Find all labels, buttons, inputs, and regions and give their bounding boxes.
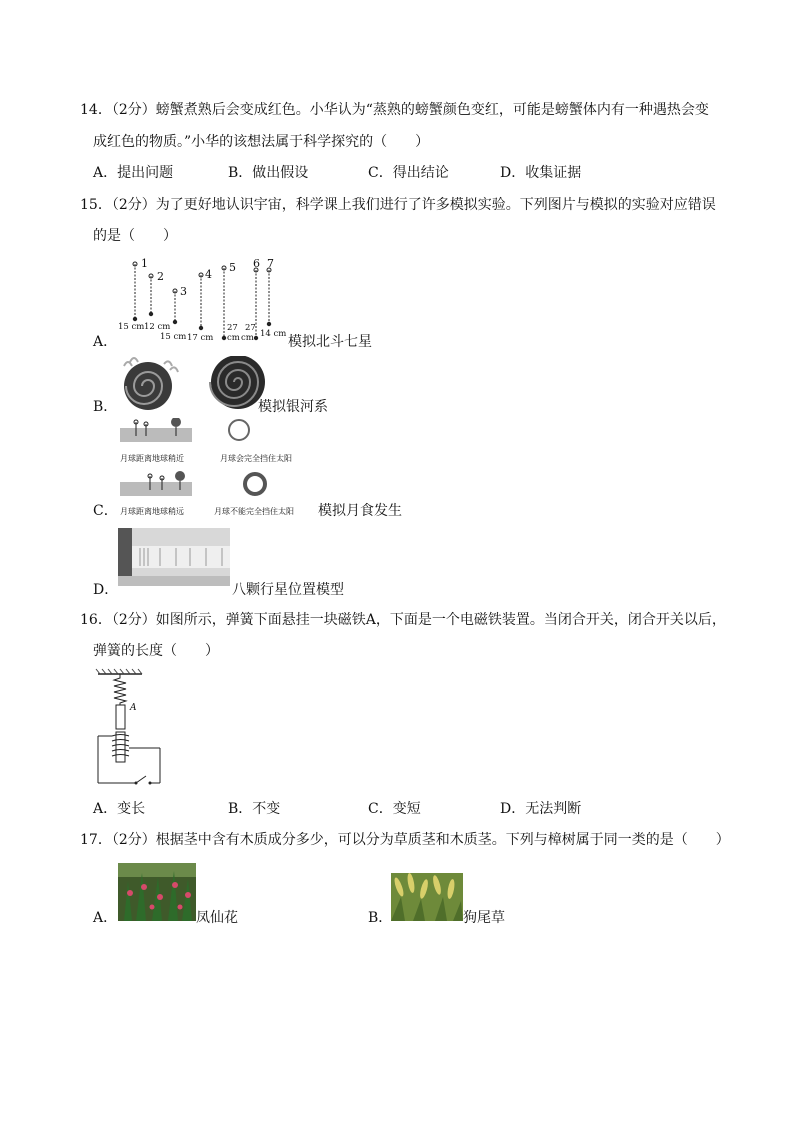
foxtail-grass-photo	[391, 873, 463, 921]
dipper-len-5b: cm	[227, 333, 240, 342]
q15-option-d-caption: 八颗行星位置模型	[232, 582, 344, 598]
q15-option-d-letter: D．	[93, 582, 119, 598]
q15-option-b-letter: B．	[93, 399, 118, 415]
dipper-num-1: 1	[141, 257, 148, 270]
dipper-len-2: 12 cm	[144, 322, 171, 332]
dipper-len-6b: cm	[241, 333, 254, 342]
dipper-num-4: 4	[205, 268, 212, 281]
q15-option-c-caption: 模拟月食发生	[318, 503, 402, 519]
dipper-num-5: 5	[229, 261, 236, 274]
eclipse-model-figure	[116, 418, 320, 518]
q16-option-c: C．变短	[368, 801, 421, 817]
q17-option-b-caption: 狗尾草	[463, 910, 505, 926]
q16-stem-line1: 16．（2分）如图所示，弹簧下面悬挂一块磁铁A，下面是一个电磁铁装置。当闭合开关，闭合开关以后，	[80, 612, 726, 628]
dipper-len-6a: 27	[245, 323, 256, 333]
dipper-len-5a: 27	[227, 323, 238, 333]
q17-option-a-caption: 凤仙花	[196, 910, 238, 926]
q17-stem-line1: 17．（2分）根据茎中含有木质成分多少，可以分为草质茎和木质茎。下列与樟树属于同一类的是（ ）	[80, 832, 730, 848]
impatiens-photo	[118, 863, 196, 921]
dipper-num-7: 7	[267, 257, 274, 270]
dipper-num-6: 6	[253, 257, 260, 270]
q14-option-c: C．得出结论	[368, 165, 449, 181]
eclipse-top-left-label: 月球距离地球稍近	[120, 454, 184, 463]
eclipse-bottom-right-label: 月球不能完全挡住太阳	[214, 507, 294, 516]
q15-option-b-caption: 模拟银河系	[258, 399, 328, 415]
dipper-len-3: 15 cm	[160, 332, 187, 342]
dipper-len-1: 15 cm	[118, 322, 145, 332]
q15-option-c-letter: C．	[93, 503, 118, 519]
dipper-num-3: 3	[180, 285, 187, 298]
eclipse-bottom-left-label: 月球距离地球稍远	[120, 507, 184, 516]
q16-option-a: A．变长	[93, 801, 146, 817]
dipper-num-2: 2	[157, 270, 164, 283]
q16-stem-line2: 弹簧的长度（ ）	[93, 643, 219, 659]
q16-option-b: B．不变	[228, 801, 281, 817]
q17-option-a-letter: A．	[93, 910, 118, 926]
magnet-a-label: A	[130, 703, 137, 713]
q15-stem-line2: 的是（ ）	[93, 228, 177, 244]
electromagnet-spring-figure	[92, 668, 164, 788]
q15-stem-line1: 15．（2分）为了更好地认识宇宙，科学课上我们进行了许多模拟实验。下列图片与模拟的实验对应错误	[80, 197, 716, 213]
q15-option-a-caption: 模拟北斗七星	[288, 334, 372, 350]
dipper-len-7: 14 cm	[260, 329, 287, 339]
q14-option-d: D．收集证据	[500, 165, 582, 181]
q16-option-d: D．无法判断	[500, 801, 582, 817]
q14-option-b: B．做出假设	[228, 165, 309, 181]
planets-model-photo	[118, 528, 230, 586]
q14-option-a: A．提出问题	[93, 165, 174, 181]
big-dipper-model-figure	[112, 256, 292, 342]
galaxy-model-figure	[116, 356, 266, 412]
q17-option-b-letter: B．	[368, 910, 393, 926]
q14-stem-line2: 成红色的物质。”小华的该想法属于科学探究的（ ）	[93, 134, 430, 150]
q14-stem-line1: 14．（2分）螃蟹煮熟后会变成红色。小华认为“蒸熟的螃蟹颜色变红，可能是螃蟹体内有一种遇热会变	[80, 102, 709, 118]
q15-option-a-letter: A．	[93, 334, 118, 350]
eclipse-top-right-label: 月球会完全挡住太阳	[220, 454, 292, 463]
dipper-len-4: 17 cm	[187, 333, 214, 342]
